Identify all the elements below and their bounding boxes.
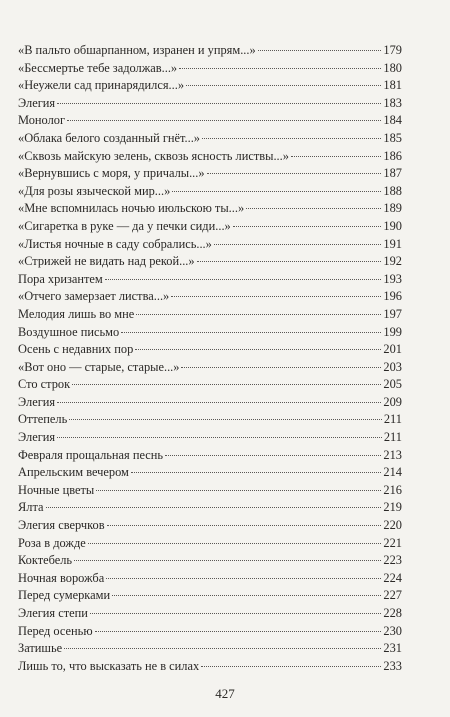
toc-entry-title: «Облака белого созданный гнёт...» bbox=[18, 130, 201, 145]
dot-leader bbox=[131, 472, 382, 473]
toc-entry bbox=[18, 499, 402, 517]
toc-entry bbox=[18, 658, 402, 676]
toc-entry bbox=[18, 447, 402, 465]
dot-leader bbox=[233, 226, 382, 227]
toc-entry-page-number: 223 bbox=[383, 553, 402, 568]
toc-entry-title: «Вернувшись с моря, у причалы...» bbox=[18, 166, 205, 181]
toc-entry bbox=[18, 359, 402, 377]
toc-entry-title: Оттепель bbox=[18, 412, 68, 427]
toc-entry-title: Лишь то, что высказать не в силах bbox=[18, 658, 200, 673]
toc-entry bbox=[18, 341, 402, 359]
toc-entry bbox=[18, 130, 402, 148]
toc-entry-page-number: 187 bbox=[383, 166, 402, 181]
toc-entry-title: Роза в дожде bbox=[18, 535, 86, 550]
toc-entry-page-number: 203 bbox=[383, 359, 402, 374]
toc-entry-title: Перед осенью bbox=[18, 623, 93, 638]
dot-leader bbox=[136, 314, 381, 315]
toc-entry-title: Ночные цветы bbox=[18, 482, 95, 497]
toc-entry-title: Элегия bbox=[18, 430, 56, 445]
dot-leader bbox=[112, 595, 381, 596]
toc-entry-page-number: 180 bbox=[383, 60, 402, 75]
dot-leader bbox=[96, 490, 381, 491]
dot-leader bbox=[64, 648, 381, 649]
toc-entry bbox=[18, 148, 402, 166]
toc-entry bbox=[18, 77, 402, 95]
toc-entry-page-number: 191 bbox=[383, 236, 402, 251]
toc-entry-title: «Сигаретка в руке — да у печки сиди...» bbox=[18, 218, 231, 233]
toc-entry bbox=[18, 464, 402, 482]
toc-entry bbox=[18, 570, 402, 588]
toc-entry-page-number: 211 bbox=[383, 430, 402, 445]
dot-leader bbox=[105, 279, 382, 280]
dot-leader bbox=[186, 85, 381, 86]
toc-entry bbox=[18, 288, 402, 306]
toc-entry-title: Затишье bbox=[18, 641, 63, 656]
dot-leader bbox=[88, 543, 382, 544]
toc-entry bbox=[18, 200, 402, 218]
toc-entry-title: Ночная ворожба bbox=[18, 570, 105, 585]
toc-entry-page-number: 190 bbox=[383, 218, 402, 233]
toc-entry-title: Февраля прощальная песнь bbox=[18, 447, 164, 462]
toc-entry-page-number: 179 bbox=[383, 43, 402, 57]
toc-entry-page-number: 214 bbox=[383, 465, 402, 480]
dot-leader bbox=[57, 437, 382, 438]
toc-entry-page-number: 184 bbox=[383, 113, 402, 128]
toc-entry bbox=[18, 42, 402, 60]
toc-entry-page-number: 211 bbox=[383, 412, 402, 427]
dot-leader bbox=[291, 156, 381, 157]
toc-entry bbox=[18, 552, 402, 570]
toc-entry-title: Пора хризантем bbox=[18, 271, 103, 286]
toc-entry-title: Осень с недавних пор bbox=[18, 342, 134, 357]
dot-leader bbox=[46, 507, 382, 508]
toc-entry-title: Воздушное письмо bbox=[18, 324, 120, 339]
dot-leader bbox=[107, 525, 382, 526]
toc-entry bbox=[18, 95, 402, 113]
toc-entry-title: Элегия bbox=[18, 95, 56, 110]
toc-entry bbox=[18, 376, 402, 394]
toc-entry bbox=[18, 394, 402, 412]
toc-entry-page-number: 196 bbox=[383, 289, 402, 304]
dot-leader bbox=[74, 560, 381, 561]
toc-entry-title: «В пальто обшарпанном, изранен и упрям...» bbox=[18, 43, 256, 57]
toc-entry-page-number: 192 bbox=[383, 254, 402, 269]
toc-entry-title: Монолог bbox=[18, 113, 66, 128]
dot-leader bbox=[181, 367, 381, 368]
dot-leader bbox=[95, 631, 382, 632]
dot-leader bbox=[202, 138, 381, 139]
toc-entry bbox=[18, 112, 402, 130]
toc-entry-page-number: 193 bbox=[383, 271, 402, 286]
toc-entry-page-number: 231 bbox=[383, 641, 402, 656]
dot-leader bbox=[197, 261, 382, 262]
toc-entry bbox=[18, 183, 402, 201]
toc-entry-page-number: 189 bbox=[383, 201, 402, 216]
toc-entry-title: Мелодия лишь во мне bbox=[18, 306, 135, 321]
toc-entry bbox=[18, 640, 402, 658]
toc-entry-page-number: 186 bbox=[383, 148, 402, 163]
toc-entry-page-number: 185 bbox=[383, 130, 402, 145]
toc-entry bbox=[18, 165, 402, 183]
toc-entry bbox=[18, 429, 402, 447]
toc-entry-title: «Стрижей не видать над рекой...» bbox=[18, 254, 195, 269]
toc-entry bbox=[18, 623, 402, 641]
dot-leader bbox=[165, 455, 381, 456]
toc-entry bbox=[18, 60, 402, 78]
dot-leader bbox=[258, 50, 382, 51]
page-number: 427 bbox=[215, 686, 235, 701]
dot-leader bbox=[106, 578, 381, 579]
toc-entry-title: Коктебель bbox=[18, 553, 73, 568]
toc-entry-title: Апрельским вечером bbox=[18, 465, 129, 480]
toc-entry bbox=[18, 605, 402, 623]
toc-entry-title: Сто строк bbox=[18, 377, 71, 392]
toc-entry bbox=[18, 306, 402, 324]
toc-entry-page-number: 183 bbox=[383, 95, 402, 110]
dot-leader bbox=[172, 191, 381, 192]
toc-entry-page-number: 209 bbox=[383, 394, 402, 409]
toc-entry-title: Элегия bbox=[18, 394, 56, 409]
toc-entry bbox=[18, 411, 402, 429]
toc-entry bbox=[18, 236, 402, 254]
toc-entry-page-number: 181 bbox=[383, 78, 402, 93]
dot-leader bbox=[201, 666, 381, 667]
dot-leader bbox=[135, 349, 381, 350]
toc-entry bbox=[18, 587, 402, 605]
toc-entry-page-number: 233 bbox=[383, 658, 402, 673]
toc-entry-title: «Неужели сад принарядился...» bbox=[18, 78, 185, 93]
toc-entry bbox=[18, 535, 402, 553]
toc-entry-page-number: 201 bbox=[383, 342, 402, 357]
toc-entry-page-number: 219 bbox=[383, 500, 402, 515]
dot-leader bbox=[69, 419, 382, 420]
toc-entry-title: Элегия степи bbox=[18, 606, 88, 620]
toc-entry-page-number: 221 bbox=[383, 535, 402, 550]
toc-entry bbox=[18, 482, 402, 500]
toc-entry bbox=[18, 271, 402, 289]
toc-entry bbox=[18, 517, 402, 535]
toc-entry-title: «Сквозь майскую зелень, сквозь ясность листвы...» bbox=[18, 148, 289, 163]
toc-entry-title: Ялта bbox=[18, 500, 44, 515]
dot-leader bbox=[72, 384, 381, 385]
dot-leader bbox=[57, 103, 381, 104]
toc-entry-page-number: 205 bbox=[383, 377, 402, 392]
dot-leader bbox=[207, 173, 382, 174]
toc-entry-page-number: 216 bbox=[383, 482, 402, 497]
dot-leader bbox=[121, 332, 381, 333]
toc-entry-title: «Бессмертье тебе задолжав...» bbox=[18, 60, 178, 75]
toc-entry-title: «Вот оно — старые, старые...» bbox=[18, 359, 180, 374]
toc-entry-title: «Мне вспомнилась ночью июльскою ты...» bbox=[18, 201, 245, 216]
dot-leader bbox=[171, 296, 381, 297]
toc-entry-page-number: 228 bbox=[383, 606, 402, 620]
toc-entry-page-number: 224 bbox=[383, 570, 402, 585]
dot-leader bbox=[179, 68, 381, 69]
toc-entry bbox=[18, 218, 402, 236]
toc-entry bbox=[18, 253, 402, 271]
dot-leader bbox=[57, 402, 381, 403]
toc-entry-page-number: 199 bbox=[383, 324, 402, 339]
toc-entry-title: «Для розы языческой мир...» bbox=[18, 183, 171, 198]
dot-leader bbox=[90, 613, 382, 614]
toc-entry-page-number: 213 bbox=[383, 447, 402, 462]
dot-leader bbox=[67, 120, 381, 121]
toc-entry-title: Перед сумерками bbox=[18, 588, 111, 603]
toc-entry-page-number: 220 bbox=[383, 518, 402, 533]
toc-entry-title: «Листья ночные в саду собрались...» bbox=[18, 236, 212, 251]
table-of-contents bbox=[18, 42, 402, 675]
toc-entry-title: «Отчего замерзает листва...» bbox=[18, 289, 170, 304]
toc-entry-page-number: 188 bbox=[383, 183, 402, 198]
dot-leader bbox=[214, 244, 382, 245]
toc-entry bbox=[18, 324, 402, 342]
toc-entry-title: Элегия сверчков bbox=[18, 518, 105, 533]
toc-entry-page-number: 227 bbox=[383, 588, 402, 603]
toc-entry-page-number: 197 bbox=[383, 306, 402, 321]
dot-leader bbox=[246, 208, 381, 209]
toc-entry-page-number: 230 bbox=[383, 623, 402, 638]
